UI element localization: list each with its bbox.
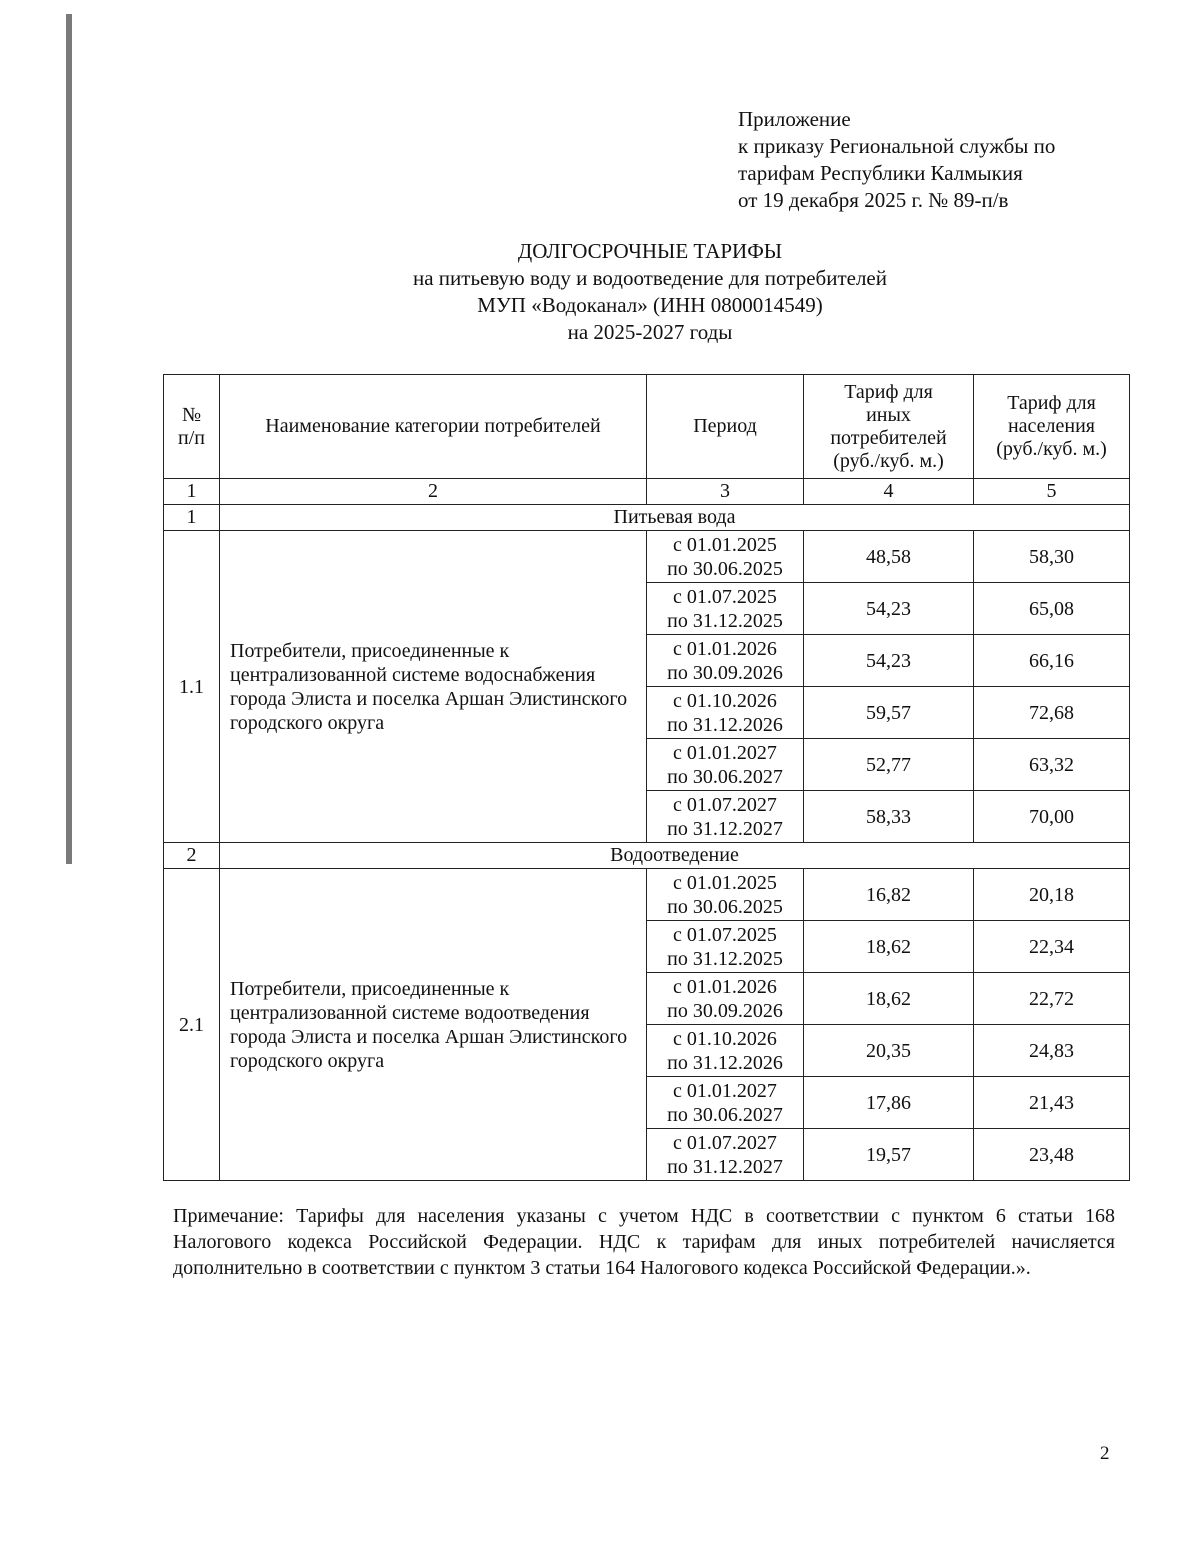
period-cell: [647, 921, 804, 973]
header-category-cell: Наименование категории потребителей: [220, 375, 647, 479]
table-row: [164, 531, 1130, 583]
period-to: по 30.06.2027: [667, 765, 783, 788]
period-from: с 01.01.2027: [673, 741, 777, 764]
period-cell: [647, 869, 804, 921]
period-to: по 31.12.2025: [667, 609, 783, 632]
group-number: 2.1: [164, 869, 220, 1181]
section-row: [164, 505, 1130, 531]
tariff-other-value: 17,86: [804, 1077, 974, 1129]
tariff-population-value: 63,32: [974, 739, 1130, 791]
annex-line: Приложение: [738, 107, 851, 131]
period-from: с 01.01.2025: [673, 533, 777, 556]
page-number: 2: [1100, 1443, 1110, 1464]
tariff-population-value: 21,43: [974, 1077, 1130, 1129]
header-num-cell: [164, 375, 220, 479]
period-to: по 30.06.2025: [667, 557, 783, 580]
category-description: Потребители, присоединенные к централизованной системе водоснабжения города Элиста и поселка Аршан Элистинского городского округа: [220, 531, 647, 843]
column-index-cell: 1: [164, 479, 220, 505]
tariff-other-value: 16,82: [804, 869, 974, 921]
header-period-cell: Период: [647, 375, 804, 479]
period-to: по 31.12.2027: [667, 1155, 783, 1178]
header-line: населения: [1007, 415, 1096, 437]
period-cell: [647, 635, 804, 687]
period-cell: [647, 973, 804, 1025]
period-from: с 01.01.2027: [673, 1079, 777, 1102]
document-heading: [300, 238, 1000, 346]
tariff-other-value: 18,62: [804, 921, 974, 973]
scan-edge-shadow: [66, 14, 72, 864]
tariff-population-value: 65,08: [974, 583, 1130, 635]
period-from: с 01.07.2025: [673, 585, 777, 608]
column-index-cell: 5: [974, 479, 1130, 505]
section-number: 2: [164, 843, 220, 869]
period-to: по 31.12.2026: [667, 1051, 783, 1074]
header-num-line: п/п: [178, 426, 205, 449]
annex-line: от 19 декабря 2025 г. № 89-п/в: [738, 188, 1009, 212]
section-title: Водоотведение: [220, 843, 1130, 869]
tariff-population-value: 66,16: [974, 635, 1130, 687]
period-to: по 31.12.2026: [667, 713, 783, 736]
section-number: 1: [164, 505, 220, 531]
period-to: по 30.09.2026: [667, 661, 783, 684]
period-to: по 30.06.2025: [667, 895, 783, 918]
period-to: по 31.12.2027: [667, 817, 783, 840]
period-from: с 01.07.2025: [673, 923, 777, 946]
heading-line: МУП «Водоканал» (ИНН 0800014549): [477, 293, 823, 317]
column-index-cell: 2: [220, 479, 647, 505]
period-cell: [647, 1077, 804, 1129]
period-cell: [647, 1025, 804, 1077]
tariff-population-value: 24,83: [974, 1025, 1130, 1077]
tariff-population-value: 20,18: [974, 869, 1130, 921]
period-to: по 31.12.2025: [667, 947, 783, 970]
annex-block: [738, 106, 1055, 214]
tariff-other-value: 54,23: [804, 583, 974, 635]
tariff-other-value: 54,23: [804, 635, 974, 687]
period-from: с 01.01.2026: [673, 637, 777, 660]
tariff-table: [163, 374, 1130, 1181]
period-from: с 01.07.2027: [673, 793, 777, 816]
period-from: с 01.07.2027: [673, 1131, 777, 1154]
heading-line: на 2025-2027 годы: [567, 320, 733, 344]
tariff-population-value: 70,00: [974, 791, 1130, 843]
tariff-table-body: [164, 375, 1130, 1181]
column-index-cell: 4: [804, 479, 974, 505]
tariff-other-value: 58,33: [804, 791, 974, 843]
tariff-population-value: 72,68: [974, 687, 1130, 739]
heading-title: ДОЛГОСРОЧНЫЕ ТАРИФЫ: [517, 239, 783, 263]
heading-line: на питьевую воду и водоотведение для потребителей: [413, 266, 887, 290]
column-index-row: [164, 479, 1130, 505]
period-cell: [647, 1129, 804, 1181]
header-tariff-other-cell: [804, 375, 974, 479]
period-from: с 01.10.2026: [673, 1027, 777, 1050]
period-cell: [647, 739, 804, 791]
header-line: потребителей: [830, 426, 947, 449]
tariff-other-value: 20,35: [804, 1025, 974, 1077]
tariff-other-value: 19,57: [804, 1129, 974, 1181]
period-from: с 01.01.2025: [673, 871, 777, 894]
header-row: [164, 375, 1130, 479]
tariff-population-value: 22,34: [974, 921, 1130, 973]
period-to: по 30.06.2027: [667, 1103, 783, 1126]
footnote: Примечание: Тарифы для населения указаны с учетом НДС в соответствии с пунктом 6 статьи 168 Налогового кодекса Российской Федерации. НДС к тарифам для иных потребителей начисляется дополнительно в соответствии с пунктом 3 статьи 164 Налогового кодекса Российской Федерации.».: [173, 1205, 1115, 1279]
tariff-other-value: 48,58: [804, 531, 974, 583]
section-title: Питьевая вода: [220, 505, 1130, 531]
header-line: (руб./куб. м.): [833, 449, 944, 472]
table-row: [164, 869, 1130, 921]
annex-line: тарифам Республики Калмыкия: [738, 161, 1023, 185]
annex-line: к приказу Региональной службы по: [738, 134, 1056, 158]
tariff-other-value: 52,77: [804, 739, 974, 791]
header-line: иных: [866, 403, 911, 426]
header-line: Тариф для: [844, 380, 933, 403]
tariff-population-value: 58,30: [974, 531, 1130, 583]
period-cell: [647, 583, 804, 635]
tariff-other-value: 18,62: [804, 973, 974, 1025]
column-index-cell: 3: [647, 479, 804, 505]
period-cell: [647, 531, 804, 583]
header-tariff-population-cell: [974, 375, 1130, 479]
period-from: с 01.10.2026: [673, 689, 777, 712]
period-from: с 01.01.2026: [673, 975, 777, 998]
header-num-line: №: [181, 403, 202, 426]
period-cell: [647, 791, 804, 843]
header-line: Тариф для: [1007, 392, 1096, 414]
group-number: 1.1: [164, 531, 220, 843]
tariff-population-value: 22,72: [974, 973, 1130, 1025]
period-to: по 30.09.2026: [667, 999, 783, 1022]
section-row: [164, 843, 1130, 869]
period-cell: [647, 687, 804, 739]
tariff-other-value: 59,57: [804, 687, 974, 739]
tariff-population-value: 23,48: [974, 1129, 1130, 1181]
header-line: (руб./куб. м.): [996, 438, 1107, 460]
category-description: Потребители, присоединенные к централизованной системе водоотведения города Элиста и поселка Аршан Элистинского городского округа: [220, 869, 647, 1181]
